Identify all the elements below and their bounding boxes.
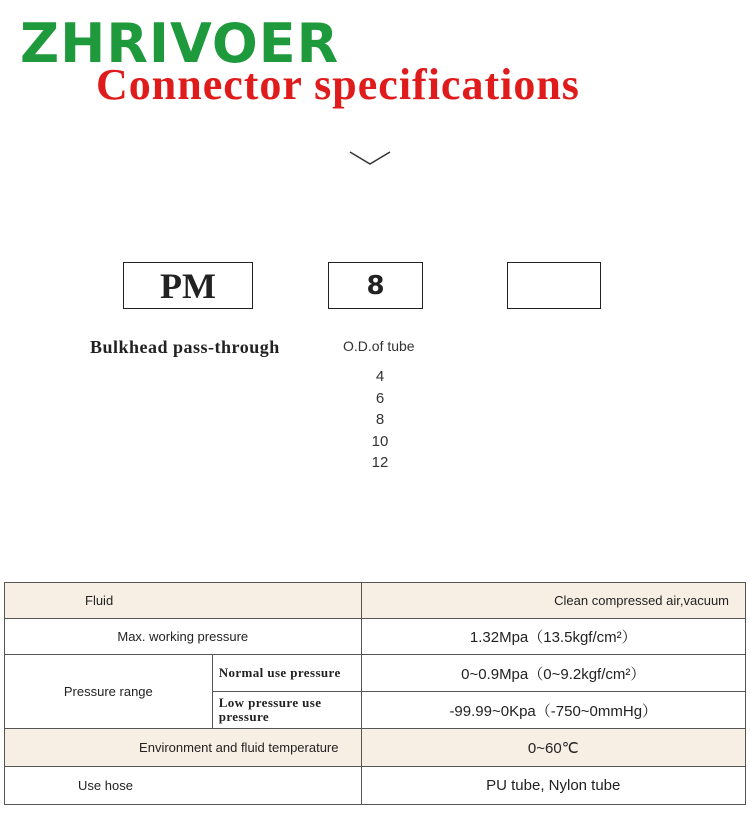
spec-table [4, 582, 746, 805]
list-item: 4 [375, 368, 385, 385]
fluid-value: Clean compressed air,vacuum [361, 583, 746, 619]
size-label: O.D.of tube [343, 338, 415, 354]
brand-logo: ZHRIVOER [20, 12, 340, 75]
table-row [5, 655, 746, 692]
low-use-value: -99.99~0Kpa（-750~0mmHg） [361, 692, 746, 729]
size-list [340, 366, 420, 474]
pressure-range-label: Pressure range [5, 655, 213, 729]
fluid-label: Fluid [5, 583, 362, 619]
list-item: 6 [375, 389, 385, 407]
normal-use-label: Normal use pressure [212, 655, 361, 692]
temperature-value: 0~60℃ [361, 729, 746, 767]
table-row [5, 767, 746, 805]
list-item: 10 [371, 432, 389, 450]
normal-use-value: 0~0.9Mpa（0~9.2kgf/cm²） [361, 655, 746, 692]
max-pressure-label: Max. working pressure [5, 619, 362, 655]
max-pressure-value: 1.32Mpa（13.5kgf/cm²） [361, 619, 746, 655]
low-use-label: Low pressure use pressure [212, 692, 361, 729]
chevron-down-icon [349, 150, 391, 166]
table-row [5, 583, 746, 619]
list-item: 8 [375, 411, 385, 428]
series-code-box: PM [123, 262, 253, 309]
option-code-box [507, 262, 601, 309]
series-description: Bulkhead pass-through [90, 337, 280, 357]
page-title: Connector specifications [96, 60, 580, 109]
size-code-box: 8 [328, 262, 423, 309]
temperature-label: Environment and fluid temperature [5, 729, 362, 767]
hose-value: PU tube, Nylon tube [361, 767, 746, 805]
table-row [5, 619, 746, 655]
list-item: 12 [371, 454, 389, 471]
table-row [5, 729, 746, 767]
hose-label: Use hose [5, 767, 362, 805]
